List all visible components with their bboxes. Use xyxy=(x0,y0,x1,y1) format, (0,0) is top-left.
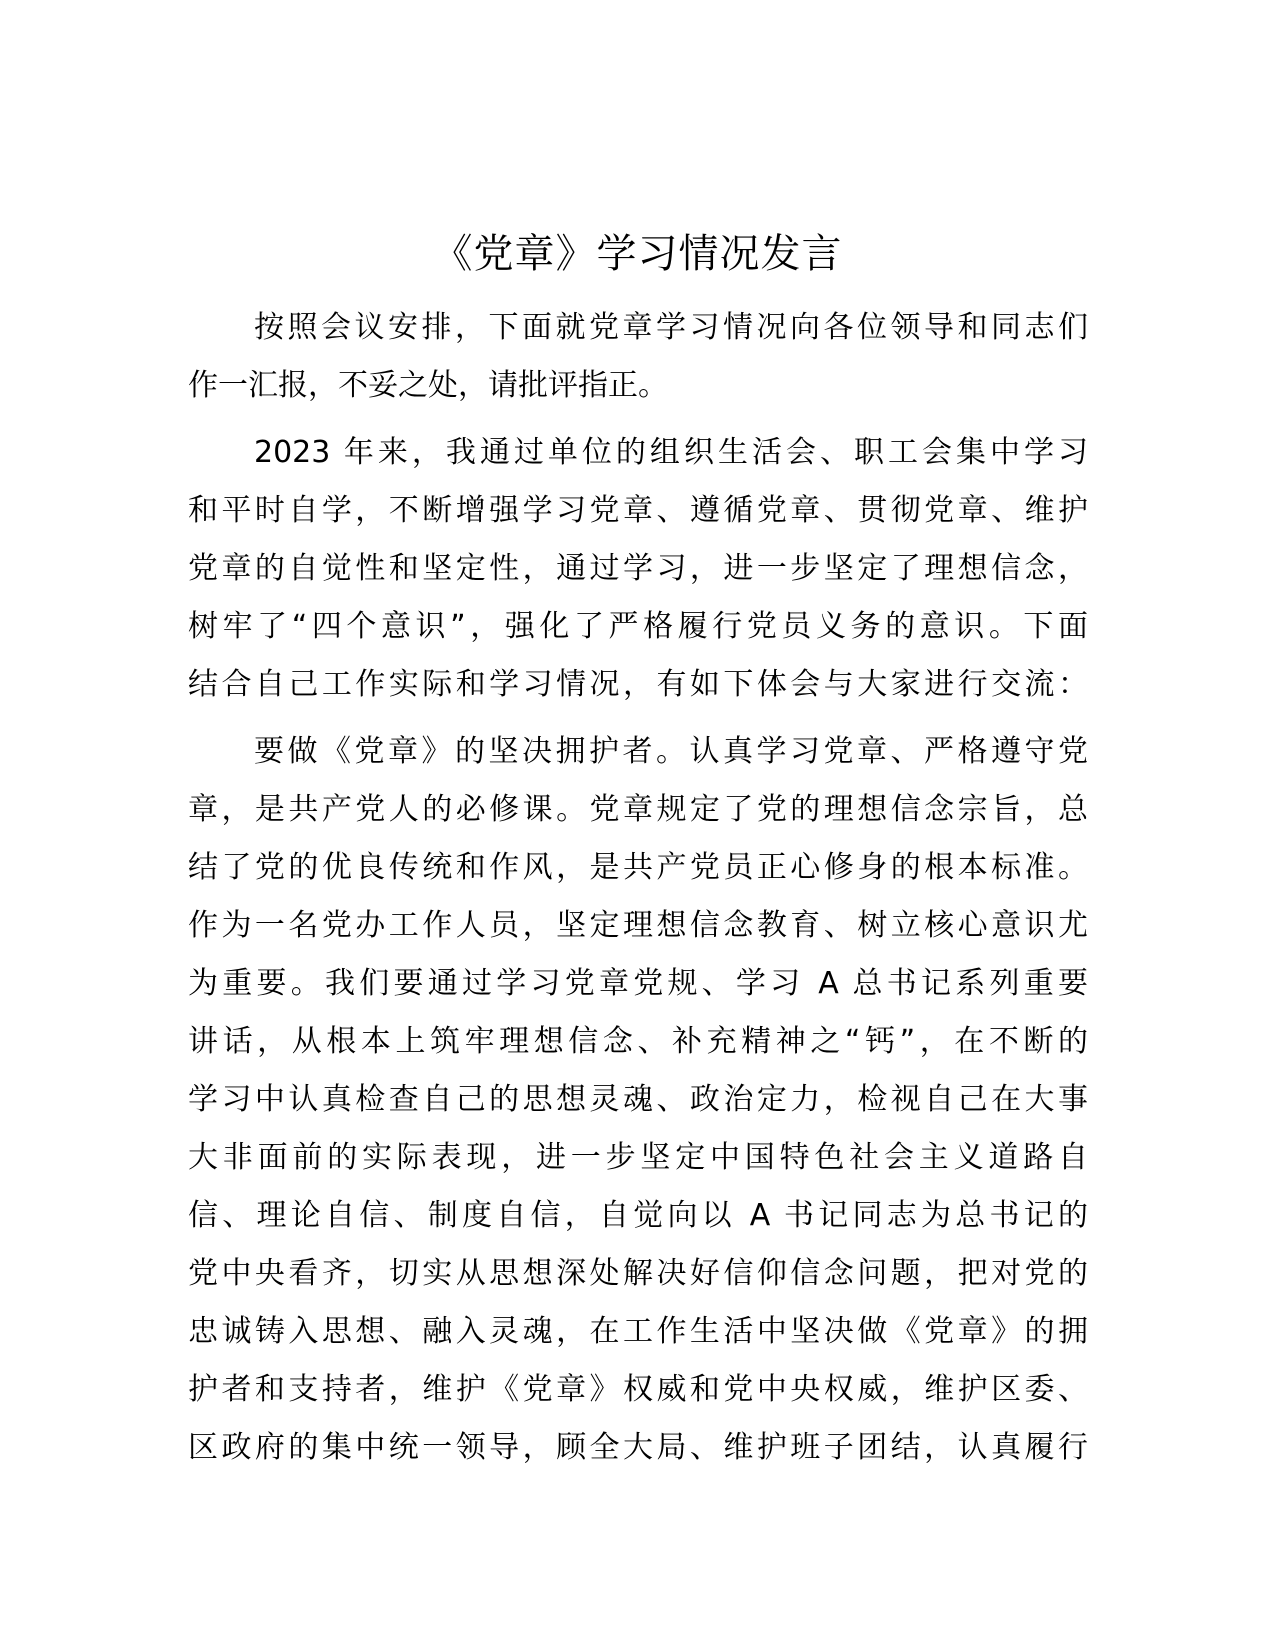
text-line: 按照会议安排，下面就党章学习情况向各位领导和同志们 xyxy=(254,310,1088,345)
text-line: 章，是共产党人的必修课。党章规定了党的理想信念宗旨，总 xyxy=(188,792,1088,827)
text-line: 为重要。我们要通过学习党章党规、学习 A 总书记系列重要 xyxy=(188,966,1088,1001)
paragraph-intro xyxy=(188,299,1088,415)
paragraph-overview xyxy=(188,424,1088,714)
text-line: 讲话，从根本上筑牢理想信念、补充精神之“钙”，在不断的 xyxy=(188,1024,1088,1059)
paragraph-support xyxy=(188,723,1088,1477)
text-line: 党中央看齐，切实从思想深处解决好信仰信念问题，把对党的 xyxy=(188,1256,1088,1291)
text-line: 树牢了“四个意识”，强化了严格履行党员义务的意识。下面 xyxy=(188,609,1088,644)
text-line: 信、理论自信、制度自信，自觉向以 A 书记同志为总书记的 xyxy=(188,1198,1088,1233)
text-line: 要做《党章》的坚决拥护者。认真学习党章、严格遵守党 xyxy=(254,734,1088,769)
text-line: 作一汇报，不妥之处，请批评指正。 xyxy=(188,368,668,403)
text-line: 忠诚铸入思想、融入灵魂，在工作生活中坚决做《党章》的拥 xyxy=(188,1314,1088,1349)
text-line: 大非面前的实际表现，进一步坚定中国特色社会主义道路自 xyxy=(188,1140,1088,1175)
text-line: 作为一名党办工作人员，坚定理想信念教育、树立核心意识尤 xyxy=(188,908,1088,943)
text-line: 结了党的优良传统和作风，是共产党员正心修身的根本标准。 xyxy=(188,850,1088,885)
text-line: 区政府的集中统一领导，顾全大局、维护班子团结，认真履行 xyxy=(188,1430,1088,1465)
document-body xyxy=(188,299,1088,1486)
document-title: 《党章》学习情况发言 xyxy=(432,231,843,277)
text-line: 学习中认真检查自己的思想灵魂、政治定力，检视自己在大事 xyxy=(188,1082,1088,1117)
text-line: 护者和支持者，维护《党章》权威和党中央权威，维护区委、 xyxy=(188,1372,1088,1407)
text-line: 党章的自觉性和坚定性，通过学习，进一步坚定了理想信念， xyxy=(188,551,1088,586)
text-line: 结合自己工作实际和学习情况，有如下体会与大家进行交流： xyxy=(188,667,1088,702)
text-line: 2023 年来，我通过单位的组织生活会、职工会集中学习 xyxy=(254,435,1088,470)
text-line: 和平时自学，不断增强学习党章、遵循党章、贯彻党章、维护 xyxy=(188,493,1088,528)
